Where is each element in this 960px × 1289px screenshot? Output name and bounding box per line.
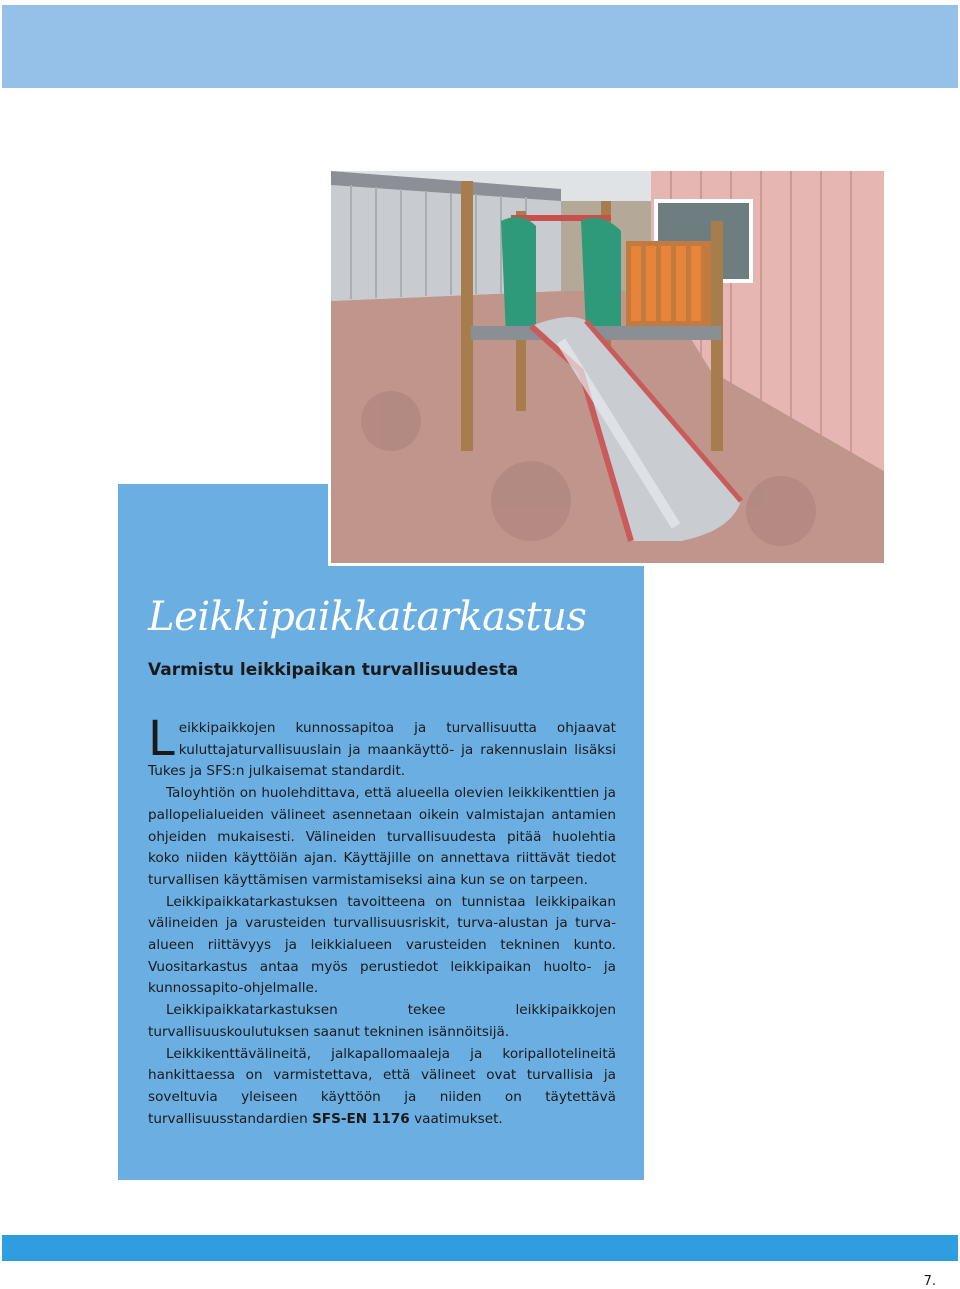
page-subtitle: Varmistu leikkipaikan turvallisuudesta	[148, 660, 519, 680]
paragraph-intro	[148, 711, 616, 783]
standards-text-before: Leikkikenttävälineitä, jalkapallomaaleja ja koripallotelineitä hankittaessa on varmistettava, että välineet ovat turvallisia ja soveltuvia yleiseen käyttöön ja niiden on täytettävä turvallisuusstandardien	[148, 1045, 616, 1127]
paragraph-inspector: Leikkipaikkatarkastuksen tekee leikkipaikkojen turvallisuuskoulutuksen saanut tekninen isännöitsijä.	[148, 1002, 616, 1040]
playground-slide-illustration	[331, 171, 884, 563]
paragraph-intro-text: eikkipaikkojen kunnossapitoa ja turvallisuutta ohjaavat kuluttajaturvallisuuslain ja maankäyttö- ja rakennuslain lisäksi Tukes ja SFS:n julkaisemat standardit.	[148, 720, 616, 780]
page-number: 7.	[923, 1274, 936, 1289]
bottom-color-band	[2, 1235, 958, 1261]
page-title: Leikkipaikkatarkastus	[148, 594, 587, 640]
paragraph-inspection-goal: Leikkipaikkatarkastuksen tavoitteena on tunnistaa leikkipaikan välineiden ja varusteiden turvallisuusriskit, turva-alustan ja turva-alueen riittävyys ja leikkialueen varusteiden tekninen kunto. Vuositarkastus antaa myös perustiedot leikkipaikan huolto- ja kunnossapito-ohjelmalle.	[148, 893, 616, 997]
paragraph-responsibility: Taloyhtiön on huolehdittava, että alueella olevien leikkikenttien ja pallopelialueiden välineet asennetaan oikein valmistajan antamien ohjeiden mukaisesti. Välineiden turvallisuudesta pitää huolehtia koko niiden käyttöiän ajan. Käyttäjille on annettava riittävät tiedot turvallisen käyttämisen varmistamiseksi aina kun se on tarpeen.	[148, 785, 616, 888]
standards-text-after: vaatimukset.	[409, 1110, 503, 1127]
drop-cap: L	[148, 711, 175, 767]
body-text	[148, 711, 616, 1130]
top-color-band	[2, 5, 958, 88]
paragraph-standards	[148, 1044, 616, 1131]
playground-photo	[328, 168, 887, 566]
standard-code: SFS-EN 1176	[312, 1110, 410, 1127]
